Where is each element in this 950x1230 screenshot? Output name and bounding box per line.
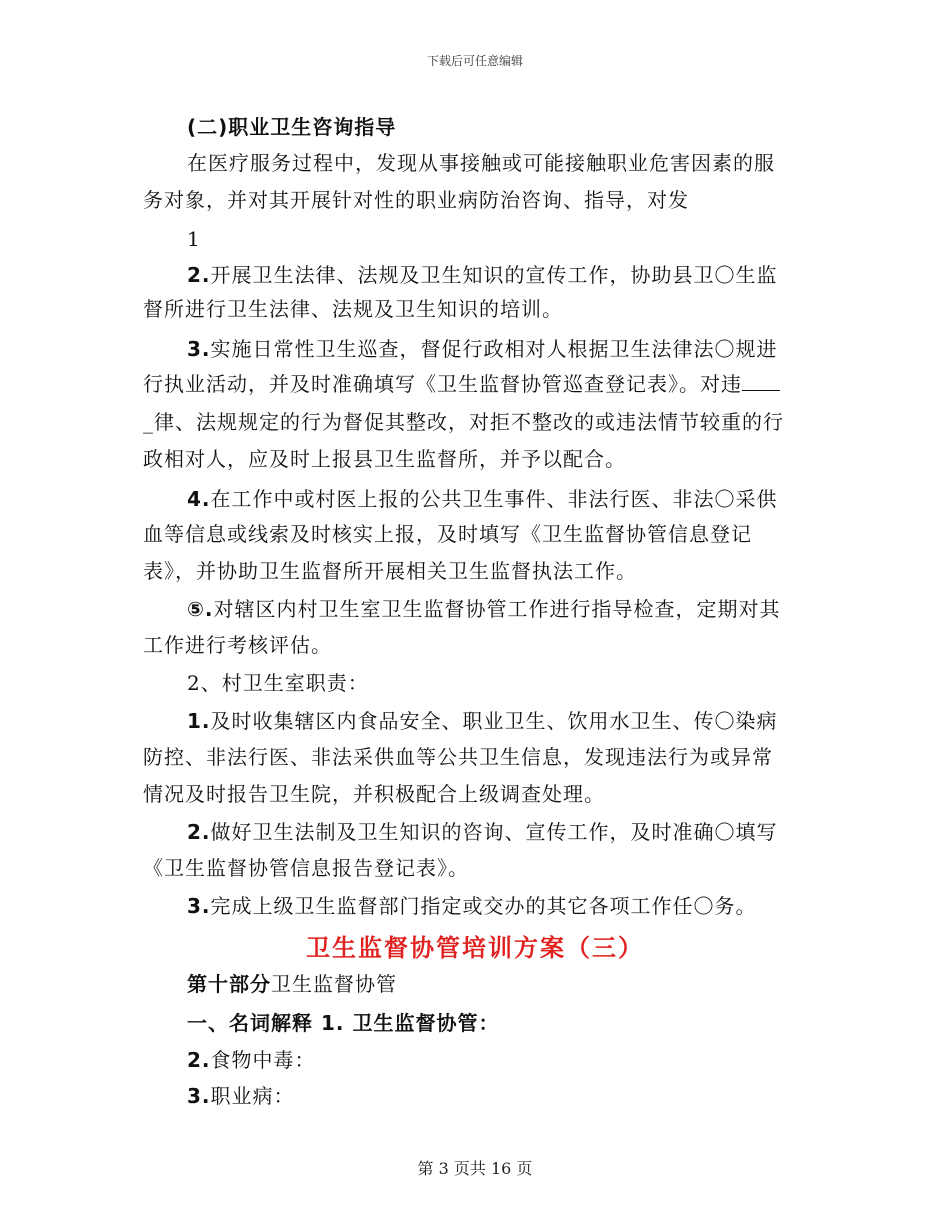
item-text: 做好卫生法制及卫生知识的咨询、宣传工作，及时准确〇填写 (210, 820, 778, 844)
blank-prefix: _ (143, 410, 154, 434)
item-number: 3. (187, 894, 211, 918)
page-number: 第 3 页共 16 页 (417, 1159, 533, 1178)
item-text: 在工作中或村医上报的公共卫生事件、非法行医、非法〇采供 (210, 487, 778, 511)
paragraph-line: 血等信息或线索及时核实上报，及时填写《卫生监督协管信息登记 (143, 522, 752, 546)
item-number: 4. (187, 487, 211, 511)
item-number: 2. (187, 1048, 211, 1072)
paragraph-line (143, 372, 780, 396)
paragraph-line: 防控、非法行医、非法采供血等公共卫生信息，发现违法行为或异常 (143, 745, 773, 769)
paragraph-line: 政相对人，应及时上报县卫生监督所，并予以配合。 (143, 447, 626, 471)
item-number: 1. (187, 709, 211, 733)
item-text: 对辖区内村卫生室卫生监督协管工作进行指导检查，定期对其 (213, 597, 781, 621)
list-item (187, 820, 778, 844)
item-text: 完成上级卫生监督部门指定或交办的其它各项工作任〇务。 (210, 894, 757, 918)
header-note: 下载后可任意编辑 (426, 54, 523, 68)
item-text: 食物中毒： (210, 1048, 316, 1072)
part-label: 第十部分 (187, 972, 271, 996)
item-number: 2. (187, 263, 211, 287)
document-title: 卫生监督协管培训方案（三） (306, 933, 644, 962)
list-item (187, 487, 778, 511)
item-text: 行执业活动，并及时准确填写《卫生监督协管巡查登记表》。对违 (143, 372, 742, 396)
list-item (187, 894, 757, 918)
paragraph-line: 情况及时报告卫生院，并积极配合上级调查处理。 (143, 782, 605, 806)
list-item (187, 597, 781, 621)
list-item (187, 1084, 295, 1108)
paragraph-line: 在医疗服务过程中，发现从事接触或可能接触职业危害因素的服 (187, 151, 775, 175)
item-text: 律、法规规定的行为督促其整改，对拒不整改的或违法情节较重的行 (154, 410, 784, 434)
list-item (187, 1048, 316, 1072)
item-number: 3. (187, 337, 211, 361)
fill-blank (742, 372, 780, 391)
paragraph-line: 表》，并协助卫生监督所开展相关卫生监督执法工作。 (143, 559, 637, 583)
paragraph-line (143, 410, 784, 434)
list-item (187, 337, 778, 361)
paragraph-line: 《卫生监督协管信息报告登记表》。 (143, 856, 469, 880)
item-text: 职业病： (210, 1084, 295, 1108)
part-heading (187, 972, 397, 996)
part-title: 卫生监督协管 (271, 972, 397, 996)
item-number: 2. (187, 820, 211, 844)
list-item (187, 709, 778, 733)
paragraph-line: 工作进行考核评估。 (143, 633, 332, 657)
section-heading: (二)职业卫生咨询指导 (187, 115, 397, 139)
item-number: ⑤. (187, 597, 214, 621)
stray-number: 1 (187, 227, 201, 251)
subsection-heading: 2、村卫生室职责： (187, 671, 369, 695)
item-number: 3. (187, 1084, 211, 1108)
list-item (187, 263, 778, 287)
paragraph-line: 督所进行卫生法律、法规及卫生知识的培训。 (143, 297, 563, 321)
item-text: 实施日常性卫生巡查，督促行政相对人根据卫生法律法〇规进 (210, 337, 778, 361)
item-text: 开展卫生法律、法规及卫生知识的宣传工作，协助县卫〇生监 (210, 263, 778, 287)
paragraph-line: 务对象，并对其开展针对性的职业病防治咨询、指导，对发 (143, 188, 689, 212)
item-text: 及时收集辖区内食品安全、职业卫生、饮用水卫生、传〇染病 (210, 709, 778, 733)
terms-heading: 一、名词解释 1. 卫生监督协管： (187, 1011, 500, 1035)
